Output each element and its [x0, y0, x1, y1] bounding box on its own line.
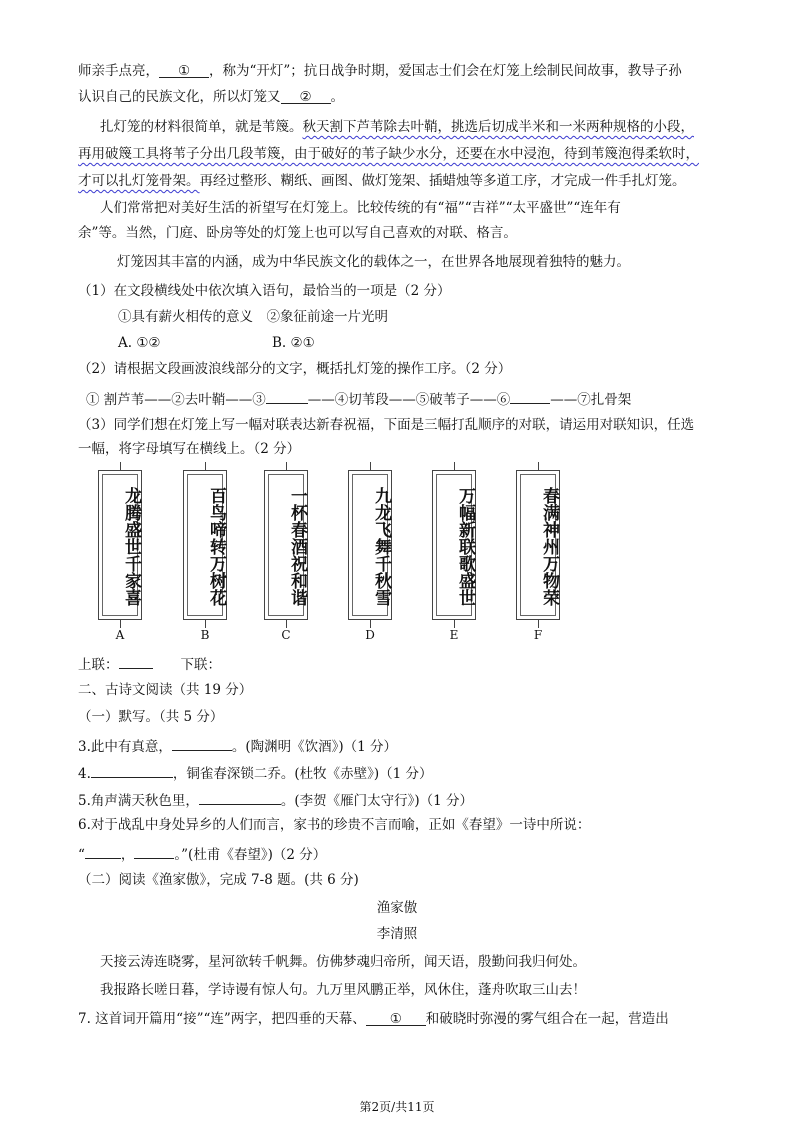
section-2-1-heading: （一）默写。（共 5 分）	[78, 709, 224, 725]
couplet-text-b: 百鸟啼转万树花	[206, 486, 226, 606]
couplet-scroll-e	[432, 470, 476, 620]
blank-step-3[interactable]	[266, 388, 308, 404]
blank-1[interactable]: ①	[159, 62, 209, 78]
blank-q6-1[interactable]	[85, 843, 121, 859]
section-2-2-heading: （二）阅读《渔家傲》，完成 7-8 题。(共 6 分)	[78, 872, 359, 888]
poem-title: 渔家傲	[376, 900, 418, 916]
question-2-steps: ① 割芦苇——②去叶鞘——③ ——④切苇段——⑤破苇子——⑥ ——⑦扎骨架	[86, 388, 754, 409]
upper-couplet-blank[interactable]	[119, 653, 153, 669]
section-2-heading: 二、古诗文阅读（共 19 分）	[78, 682, 253, 698]
blank-q3[interactable]	[172, 735, 232, 751]
para3-line2: 余”等。当然，门庭、卧房等处的灯笼上也可以写自己喜欢的对联、格言。	[78, 225, 517, 241]
poem-line-1: 天接云涛连晓雾，星河欲转千帆舞。仿佛梦魂归帝所，闻天语，殷勤问我归何处。	[100, 954, 586, 970]
para2-line3: 才可以扎灯笼骨架。再经过整形、糊纸、画图、做灯笼架、插蜡烛等多道工序，才完成一件手扎灯笼。	[78, 173, 686, 189]
wavy-text-1: 秋天割下芦苇除去叶鞘，挑选后切成半米和一米两种规格的小段，	[302, 119, 694, 135]
blank-2[interactable]: ②	[281, 88, 331, 104]
question-3-line2: 一幅，将字母填写在横线上。（2 分）	[78, 441, 301, 457]
blank-step-6[interactable]	[510, 388, 550, 404]
wavy-text-3: 才可以扎灯笼骨架。	[78, 173, 200, 189]
question-1-option-a[interactable]: A. ①②	[118, 335, 161, 351]
para3-line1: 人们常常把对美好生活的祈望写在灯笼上。比较传统的有“福”“吉祥”“太平盛世”“连年有	[100, 200, 621, 216]
couplet-label-f: F	[533, 628, 543, 642]
question-1-statements: ①具有薪火相传的意义 ②象征前途一片光明	[118, 309, 388, 325]
question-4: 4. ，铜雀春深锁二乔。(杜牧《赤壁》)（1 分）	[78, 762, 754, 783]
question-2: （2）请根据文段画波浪线部分的文字，概括扎灯笼的操作工序。（2 分）	[78, 361, 512, 377]
couplet-scroll-c	[264, 470, 308, 620]
couplet-scroll-b	[183, 470, 227, 620]
couplet-text-c: 一杯春酒祝和谐	[287, 486, 307, 606]
blank-q7[interactable]: ①	[366, 1010, 426, 1026]
poem-author: 李清照	[376, 926, 418, 942]
couplet-label-b: B	[200, 628, 210, 642]
para1-line2: 认识自己的民族文化，所以灯笼又 ② 。	[78, 89, 344, 105]
question-7: 7. 这首词开篇用“接”“连”两字，把四垂的天幕、 ① 和破晓时弥漫的雾气组合在一起，营造出	[78, 1011, 669, 1027]
para4-line1: 灯笼因其丰富的内涵，成为中华民族文化的载体之一，在世界各地展现着独特的魅力。	[117, 254, 630, 270]
question-6: 6.对于战乱中身处异乡的人们而言，家书的珍贵不言而喻，正如《春望》一诗中所说：	[78, 817, 591, 833]
couplet-scroll-a	[98, 470, 142, 620]
question-3: 3.此中有真意， 。(陶渊明《饮酒》)（1 分）	[78, 735, 754, 756]
blank-q5[interactable]	[199, 789, 281, 805]
couplet-label-e: E	[449, 628, 459, 642]
question-3-line1: （3）同学们想在灯笼上写一幅对联表达新春祝福，下面是三幅打乱顺序的对联，请运用对联知识，任选	[78, 417, 695, 433]
question-1: （1）在文段横线处中依次填入语句，最恰当的一项是（2 分）	[78, 283, 451, 299]
question-1-option-b[interactable]: B. ②①	[272, 335, 315, 351]
blank-q4[interactable]	[91, 762, 173, 778]
couplet-text-e: 万幅新联歌盛世	[455, 486, 475, 606]
wavy-text-2: 再用破篾工具将苇子分出几段苇篾，由于破好的苇子缺少水分，还要在水中浸泡，待到苇篾泡得柔软时，	[78, 146, 699, 162]
para2-line2	[78, 145, 754, 163]
couplet-answer-line: 上联： 下联：	[78, 653, 754, 674]
couplet-label-a: A	[115, 628, 125, 642]
couplet-scroll-f	[516, 470, 560, 620]
question-5: 5.角声满天秋色里， 。(李贺《雁门太守行》)（1 分）	[78, 789, 754, 810]
poem-line-2: 我报路长嗟日暮，学诗谩有惊人句。九万里风鹏正举，风休住，蓬舟吹取三山去！	[100, 982, 586, 998]
couplet-scroll-d	[348, 470, 392, 620]
para1-line1: 师亲手点亮， ① ，称为“开灯”；抗日战争时期，爱国志士们会在灯笼上绘制民间故事，教导子孙	[78, 63, 682, 79]
question-6-answer: “ ， 。”(杜甫《春望》)（2 分）	[78, 843, 754, 864]
page-footer: 第2页/共11页	[359, 1100, 435, 1114]
couplet-text-d: 九龙飞舞千秋雪	[371, 486, 391, 606]
couplet-text-a: 龙腾盛世千家喜	[121, 486, 141, 606]
couplet-label-d: D	[365, 628, 375, 642]
couplet-label-c: C	[281, 628, 291, 642]
para2-line1: 扎灯笼的材料很简单，就是苇篾。秋天割下芦苇除去叶鞘，挑选后切成半米和一米两种规格的小段，	[100, 119, 694, 135]
couplet-text-f: 春满神州万物荣	[539, 486, 559, 606]
blank-q6-2[interactable]	[134, 843, 174, 859]
